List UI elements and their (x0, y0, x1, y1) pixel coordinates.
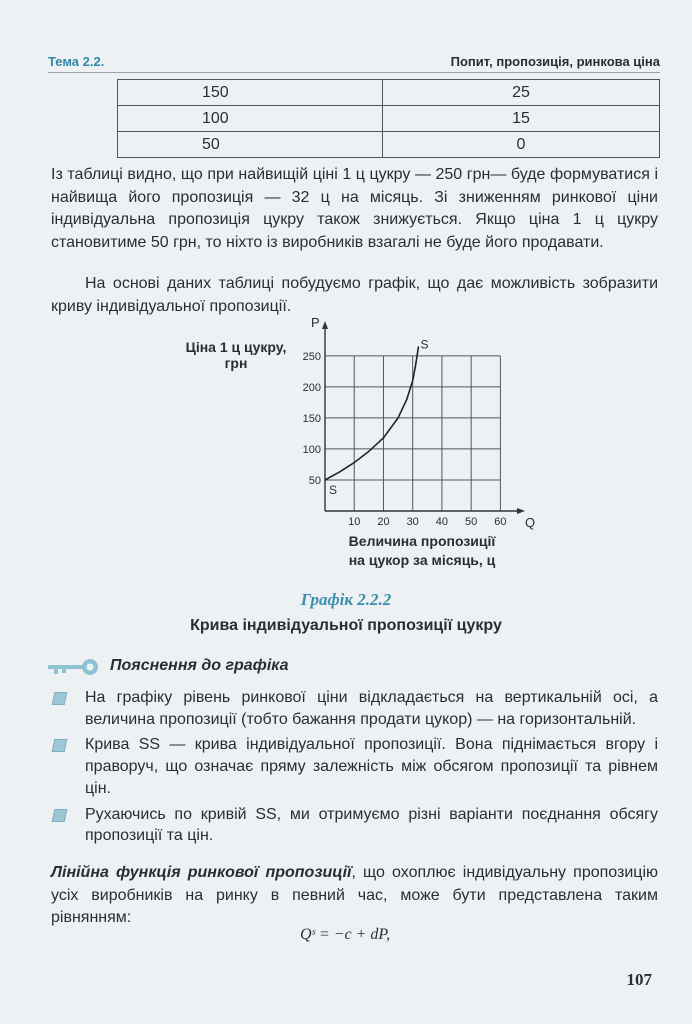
chart-x-axis-arrow (517, 508, 525, 514)
list-item (51, 734, 658, 799)
chart-curve-label-start: S (329, 482, 338, 497)
chart-x-tick-label: 50 (465, 516, 478, 528)
chart-y-tick-label: 50 (308, 474, 321, 487)
bullet-square-icon (52, 692, 68, 705)
paragraph-table-explanation: Із таблиці видно, що при найвищій ціні 1 ц цукру — 250 грн— буде формуватися і найвища його пропозиція — 32 ц на місяць. Зі зниженням ринкової ціни індивідуальна пропозиція цукру також знижується. Якщо ціна 1 ц цукру становитиме 50 грн, то ніхто із виробників взагалі не буде його продавати. (51, 166, 658, 251)
chart-x-tick-label: 30 (406, 516, 419, 528)
supply-table (117, 79, 660, 158)
supply-chart (160, 315, 540, 578)
chart-y-tick-label: 150 (302, 412, 321, 425)
chart-ylabel-line1: Ціна 1 ц цукру, (185, 339, 287, 355)
key-icon (48, 657, 100, 677)
table-cell-quantity: 0 (383, 132, 660, 158)
chart-x-tick-label: 10 (348, 516, 361, 528)
paragraph-linear-function (51, 862, 658, 930)
graph-number: Графік 2.2.2 (300, 590, 392, 609)
topic-label: Тема 2.2. (48, 54, 105, 69)
table-cell-quantity: 25 (383, 80, 660, 106)
chart-xlabel-line2: на цукор за місяць, ц (348, 552, 496, 568)
chart-plot-area (303, 315, 535, 530)
chart-y-tick-label: 200 (302, 381, 321, 394)
notes-list (51, 687, 658, 851)
chart-xlabel-line1: Величина пропозиції (348, 533, 496, 549)
list-item (51, 804, 658, 847)
chart-y-axis-arrow (322, 321, 328, 329)
list-item-text: Крива SS — крива індивідуальної пропозиції. Вона піднімається вгору і праворуч, що означає пряму залежність між обсягом пропозиції та рівнем цін. (85, 736, 658, 797)
table-row (118, 80, 660, 106)
table-cell-price: 150 (118, 80, 383, 106)
table-cell-price: 100 (118, 106, 383, 132)
chart-x-tick-label: 40 (435, 516, 449, 528)
list-item-text: Рухаючись по кривій SS, ми отримуємо різні варіанти поєднання обсягу пропозиції та цін. (85, 805, 658, 845)
chart-supply-curve (325, 347, 419, 481)
table-row (118, 106, 660, 132)
chart-y-tick-label: 250 (302, 350, 321, 363)
chart-x-axis-letter: Q (525, 515, 536, 530)
page-number: 107 (626, 970, 652, 989)
chart-y-axis-letter: P (311, 315, 320, 330)
linear-function-description: , що охоплює індивідуальну пропозицію усіх виробників на ринку в певний час, може бути представлена таким рівнянням: (51, 864, 658, 927)
chart-x-tick-label: 60 (494, 516, 507, 528)
bullet-square-icon (52, 809, 68, 822)
list-item (51, 687, 658, 730)
chart-y-tick-label: 100 (302, 443, 321, 456)
table-cell-price: 50 (118, 132, 383, 158)
section-title: Попит, пропозиція, ринкова ціна (450, 54, 660, 69)
supply-chart-svg (160, 315, 540, 578)
page-header (48, 50, 660, 73)
graph-title: Крива індивідуальної пропозиції цукру (190, 617, 502, 634)
bullet-square-icon (52, 739, 68, 752)
table-cell-quantity: 15 (383, 106, 660, 132)
list-item-text: На графіку рівень ринкової ціни відкладається на вертикальній осі, а величина пропозиції (тобто бажання продати цукор) — на горизонтальній. (85, 689, 658, 728)
term-linear-function: Лінійна функція ринкової пропозиції (51, 864, 352, 881)
chart-x-tick-label: 20 (377, 516, 390, 528)
supply-equation: Qˢ = −c + dP, (300, 926, 391, 943)
notes-heading-text: Пояснення до графіка (110, 657, 289, 674)
chart-ylabel-line2: грн (224, 355, 248, 371)
paragraph-graph-intro: На основі даних таблиці побудуємо графік, що дає можливість зобразити криву індивідуальної пропозиції. (51, 275, 658, 315)
table-row (118, 132, 660, 158)
chart-curve-label-end: S (420, 337, 429, 352)
